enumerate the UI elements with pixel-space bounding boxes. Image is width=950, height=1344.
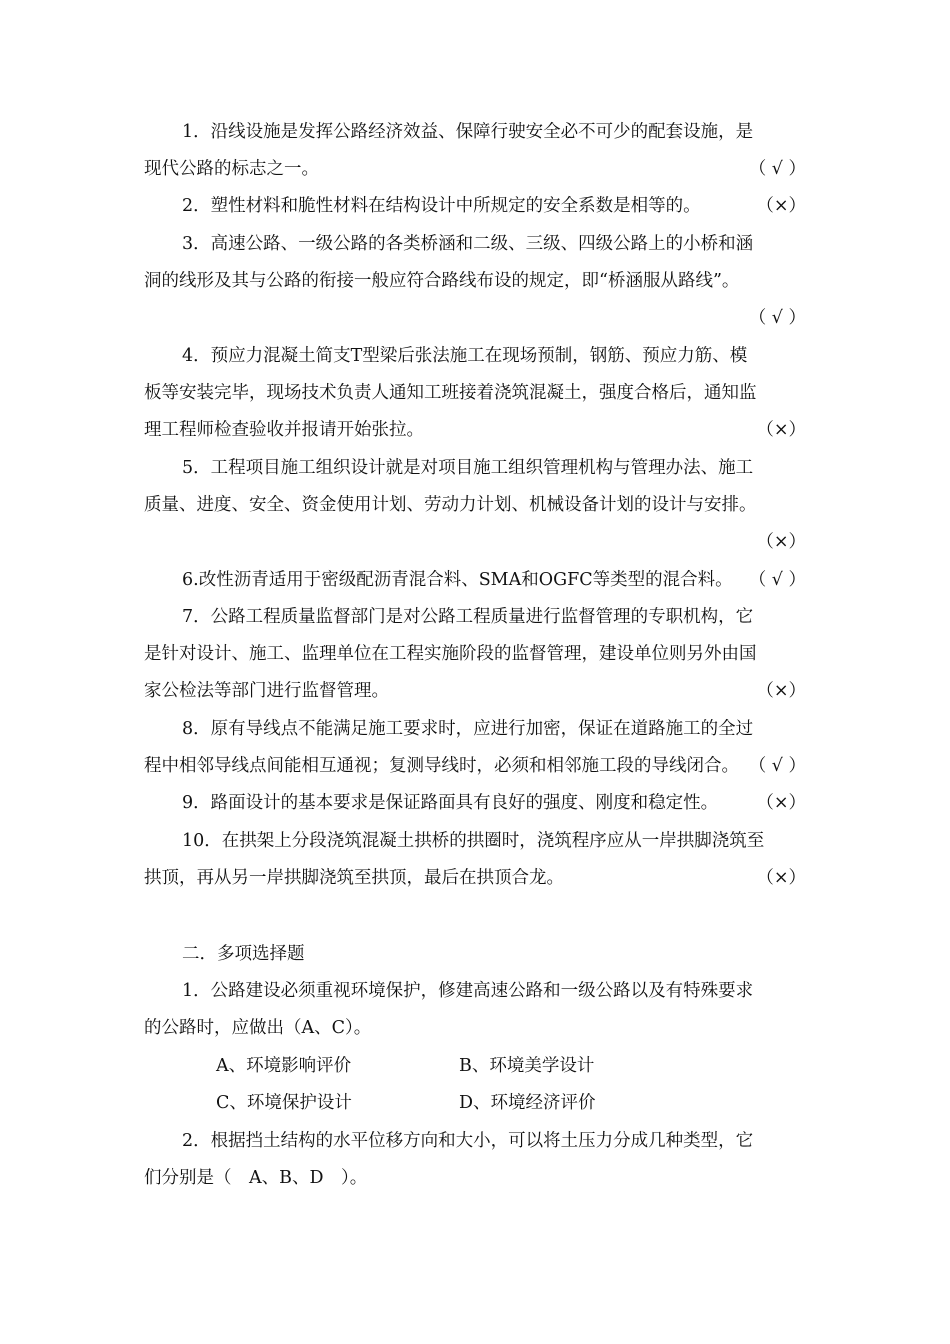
tf-q8-answer: （ √ ） bbox=[748, 756, 806, 776]
tf-q6-line1 bbox=[182, 562, 806, 599]
mc-q1-option-b: B、环境美学设计 bbox=[459, 1056, 595, 1076]
tf-q4-line3 bbox=[144, 412, 806, 449]
tf-q6-answer: （ √ ） bbox=[748, 570, 806, 590]
tf-q2-line1 bbox=[182, 188, 806, 225]
mc-q1-option-a: A、环境影响评价 bbox=[216, 1056, 352, 1076]
tf-q10-line2 bbox=[144, 860, 806, 897]
tf-q7-line3 bbox=[144, 673, 806, 710]
tf-q3-line1: 3．高速公路、一级公路的各类桥涵和二级、三级、四级公路上的小桥和涵 bbox=[182, 234, 754, 254]
tf-q10-text: 拱顶，再从另一岸拱脚浇筑至拱顶，最后在拱顶合龙。 bbox=[144, 868, 564, 888]
tf-q1-answer: （ √ ） bbox=[748, 159, 806, 179]
tf-q4-answer: （×） bbox=[756, 420, 806, 440]
tf-q3-line2: 洞的线形及其与公路的衔接一般应符合路线布设的规定，即“桥涵服从路线”。 bbox=[144, 271, 740, 291]
tf-q9-answer: （×） bbox=[756, 793, 806, 813]
tf-q9-line1 bbox=[182, 785, 806, 822]
tf-q4-line1: 4．预应力混凝土简支T型梁后张法施工在现场预制，钢筋、预应力筋、模 bbox=[182, 346, 748, 366]
tf-q10-line1: 10．在拱架上分段浇筑混凝土拱桥的拱圈时，浇筑程序应从一岸拱脚浇筑至 bbox=[182, 831, 765, 851]
tf-q7-answer: （×） bbox=[756, 681, 806, 701]
tf-q7-text: 家公检法等部门进行监督管理。 bbox=[144, 681, 389, 701]
tf-q7-line1: 7．公路工程质量监督部门是对公路工程质量进行监督管理的专职机构，它 bbox=[182, 607, 754, 627]
tf-q7-line2: 是针对设计、施工、监理单位在工程实施阶段的监督管理，建设单位则另外由国 bbox=[144, 644, 757, 664]
mc-q1-line1: 1．公路建设必须重视环境保护，修建高速公路和一级公路以及有特殊要求 bbox=[182, 981, 754, 1001]
tf-q3-answer: （ √ ） bbox=[748, 308, 806, 328]
tf-q1-line2 bbox=[144, 151, 806, 188]
tf-q5-line2: 质量、进度、安全、资金使用计划、劳动力计划、机械设备计划的设计与安排。 bbox=[144, 495, 757, 515]
tf-q6-text: 6.改性沥青适用于密级配沥青混合料、SMA和OGFC等类型的混合料。 bbox=[182, 570, 733, 590]
mc-q1-option-c: C、环境保护设计 bbox=[216, 1093, 352, 1113]
mc-q1-line2: 的公路时，应做出（A、C）。 bbox=[144, 1018, 372, 1038]
tf-q2-answer: （×） bbox=[756, 196, 806, 216]
tf-q1-text: 现代公路的标志之一。 bbox=[144, 159, 319, 179]
tf-q5-line1: 5．工程项目施工组织设计就是对项目施工组织管理机构与管理办法、施工 bbox=[182, 458, 754, 478]
tf-q4-line2: 板等安装完毕，现场技术负责人通知工班接着浇筑混凝土，强度合格后，通知监 bbox=[144, 383, 757, 403]
tf-q1-line1: 1．沿线设施是发挥公路经济效益、保障行驶安全必不可少的配套设施，是 bbox=[182, 122, 754, 142]
tf-q5-answer: （×） bbox=[756, 532, 806, 552]
section-heading: 二．多项选择题 bbox=[182, 944, 305, 964]
tf-q10-answer: （×） bbox=[756, 868, 806, 888]
mc-q1-option-d: D、环境经济评价 bbox=[459, 1093, 596, 1113]
mc-q2-line1: 2．根据挡土结构的水平位移方向和大小，可以将土压力分成几种类型，它 bbox=[182, 1131, 754, 1151]
tf-q8-line1: 8．原有导线点不能满足施工要求时，应进行加密，保证在道路施工的全过 bbox=[182, 719, 754, 739]
tf-q8-line2 bbox=[144, 748, 806, 785]
tf-q4-text: 理工程师检查验收并报请开始张拉。 bbox=[144, 420, 424, 440]
mc-q2-line2: 们分别是（ A、B、D ）。 bbox=[144, 1168, 368, 1188]
tf-q2-text: 2．塑性材料和脆性材料在结构设计中所规定的安全系数是相等的。 bbox=[182, 196, 701, 216]
tf-q9-text: 9．路面设计的基本要求是保证路面具有良好的强度、刚度和稳定性。 bbox=[182, 793, 719, 813]
tf-q8-text: 程中相邻导线点间能相互通视；复测导线时，必须和相邻施工段的导线闭合。 bbox=[144, 756, 739, 776]
